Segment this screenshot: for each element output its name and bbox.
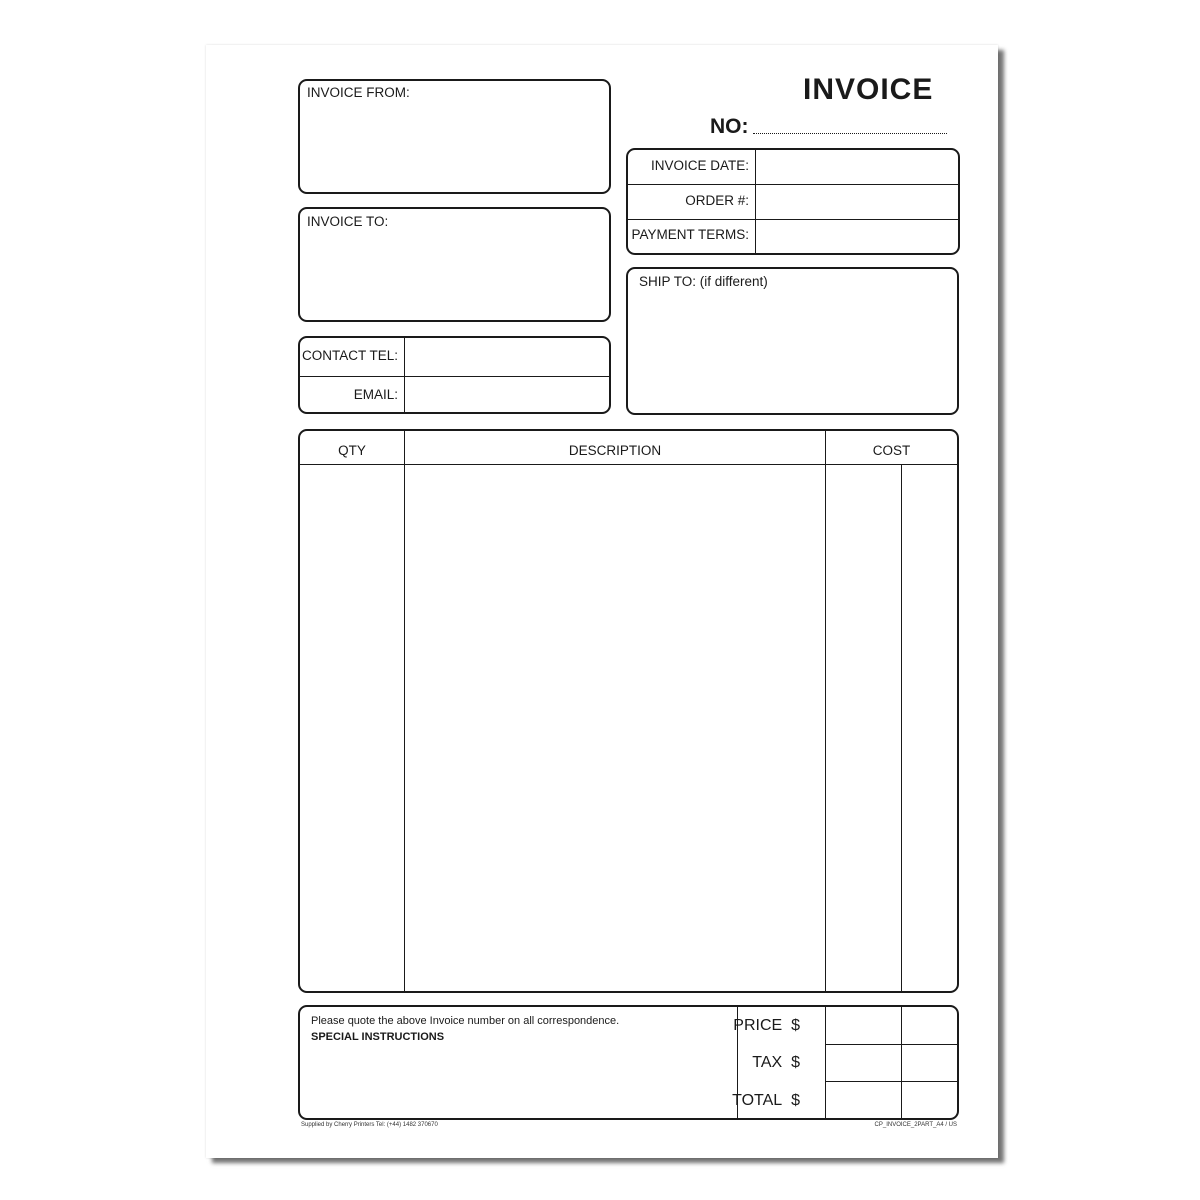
email-field[interactable]: [405, 377, 609, 412]
invoice-to-label: INVOICE TO:: [307, 214, 389, 229]
total-currency: $: [791, 1092, 800, 1109]
contact-tel-label: CONTACT TEL:: [301, 348, 398, 363]
ship-to-box[interactable]: [626, 267, 959, 415]
invoice-to-box[interactable]: [298, 207, 611, 322]
invoice-title: INVOICE: [803, 73, 934, 106]
invoice-from-box[interactable]: [298, 79, 611, 194]
email-label: EMAIL:: [353, 387, 398, 402]
description-header: DESCRIPTION: [568, 443, 662, 458]
payment-terms-label: PAYMENT TERMS:: [631, 227, 749, 242]
tax-label: TAX $: [752, 1054, 800, 1071]
invoice-from-label: INVOICE FROM:: [307, 85, 410, 100]
order-number-field[interactable]: [756, 185, 958, 219]
items-table: [298, 429, 959, 993]
contact-box: [298, 336, 611, 414]
order-number-label: ORDER #:: [685, 193, 749, 208]
special-instructions-field[interactable]: [300, 1045, 737, 1118]
cost-column[interactable]: [826, 465, 957, 991]
qty-column[interactable]: [300, 465, 404, 991]
footer-box: [298, 1005, 959, 1120]
invoice-details-box: [626, 148, 960, 255]
total-label: TOTAL $: [732, 1092, 800, 1109]
invoice-date-field[interactable]: [756, 150, 958, 184]
price-field[interactable]: [826, 1007, 957, 1044]
price-label: PRICE $: [733, 1017, 800, 1034]
price-currency: $: [791, 1017, 800, 1034]
supplier-info: Supplied by Cherry Printers Tel: (+44) 1482 370670: [301, 1122, 438, 1128]
invoice-number-field[interactable]: [753, 133, 947, 134]
quote-note: Please quote the above Invoice number on all correspondence.: [311, 1015, 620, 1027]
cost-header: COST: [872, 443, 911, 458]
invoice-number-label: NO:: [710, 115, 749, 138]
ship-to-label: SHIP TO: (if different): [639, 274, 768, 289]
form-code: CP_INVOICE_2PART_A4 / US: [874, 1122, 957, 1128]
description-column[interactable]: [405, 465, 825, 991]
qty-header: QTY: [338, 443, 366, 458]
special-instructions-label: SPECIAL INSTRUCTIONS: [311, 1031, 445, 1043]
payment-terms-field[interactable]: [756, 220, 958, 253]
tax-field[interactable]: [826, 1045, 957, 1081]
total-field[interactable]: [826, 1082, 957, 1118]
contact-tel-field[interactable]: [405, 338, 609, 376]
invoice-sheet: [206, 45, 998, 1158]
invoice-date-label: INVOICE DATE:: [650, 158, 749, 173]
tax-currency: $: [791, 1054, 800, 1071]
